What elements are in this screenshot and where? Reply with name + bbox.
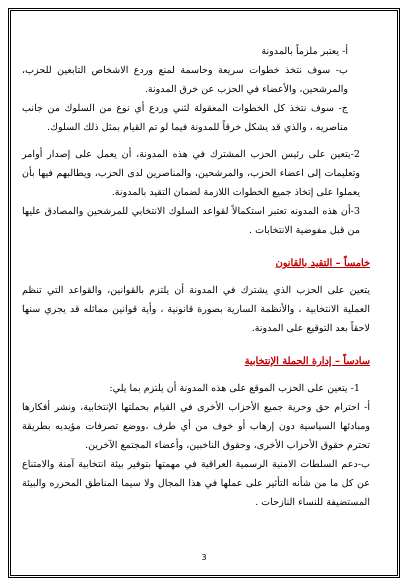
document-body (22, 42, 370, 512)
item-b: ب- سوف نتخذ خطوات سريعة وحاسمة لمنع وردع الاشخاص التابعين للحزب، والمرشحين، والأعضاء في الحزب عن خرق المدونة. (22, 65, 348, 95)
section-6-item-1: 1- يتعين على الحزب الموقع على هذه المدونة أن يلتزم بما يلي: (109, 383, 360, 394)
section-6-item-b: ب-دعم السلطات الامنية الرسمية العراقية في مهمتها بتوفير بيئة انتخابية آمنة والامتناع عن كل ما من شأنه التأثير على عملها في هذا المجال ولا سيما المناطق المحرره والبيئة المستضيفة للنساء النازحات . (22, 459, 370, 508)
item-2: 2-يتعين على رئيس الحزب المشترك في هذه المدونة، أن يعمل على إصدار أوامر وتعليمات إلى اعضاء الحزب، والمرشحين، والمناصرين لدى الحزب، ويطالبهم فيها بأن يعملوا على إتخاذ جميع الخطوات اللازمة لضمان التقيد بالمدونة. (22, 149, 360, 198)
item-3: 3-أن هذه المدونه تعتبر استكمالاً لقواعد السلوك الانتخابي للمرشحين والمصادق عليها من قبل مفوضية الانتخابات . (22, 206, 360, 236)
section-6-item-a: أ- احترام حق وحرية جميع الأحزاب الأخرى في القيام بحملتها الإنتخابية، ونشر أفكارها ومبادئها السياسية دون إرهاب أو خوف من أي طرف ،ووضع تصرفات مؤيديه بطريقة تحترم حقوق الأحزاب الأخرى، وحقوق الناخبين، وأعضاء المجتمع الآخرين. (22, 402, 370, 451)
section-5-text: يتعين على الحزب الذي يشترك في المدونة أن يلتزم بالقوانين، والقواعد التي تنظم العملية الانتخابية ، والأنظمة السارية بصورة قانونية ، وأية قوانين مماثله قد يجري سنها لاحقاً بعد التوقيع على المدونة. (22, 285, 370, 334)
item-c: ج- سوف نتخذ كل الخطوات المعقولة لثني وردع أي نوع من السلوك من جانب مناصريه ، والذي قد يشكل خرقاً للمدونة فيما لو تم القيام بمثل ذلك السلوك. (22, 103, 348, 133)
item-a: أ- يعتبر ملزماً بالمدونة (261, 46, 348, 57)
section-6-heading: سادساً – إدارة الحملة الإنتخابية (244, 356, 370, 367)
page-number: 3 (201, 553, 207, 562)
section-5-heading: خامساً – التقيد بالقانون (275, 258, 370, 269)
